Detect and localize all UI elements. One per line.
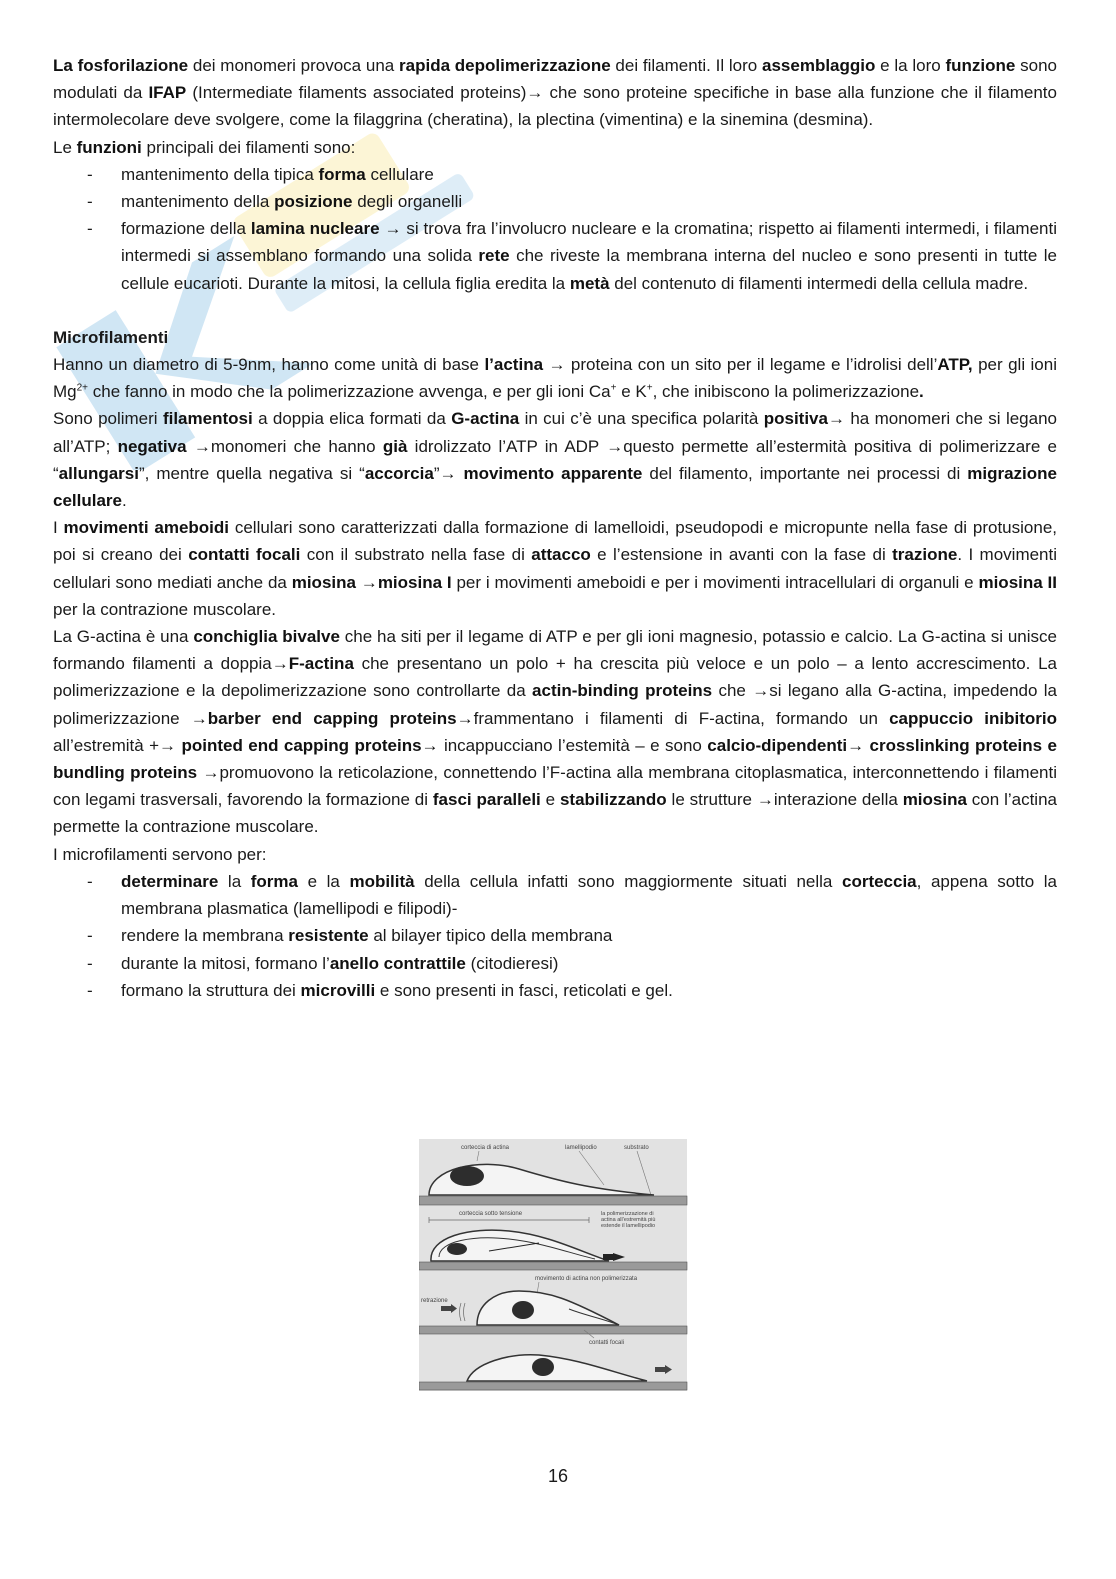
paragraph-fosforilazione: La fosforilazione dei monomeri provoca una rapida depolimerizzazione dei filamenti. Il loro assemblaggio e la loro funzione sono modulati da IFAP (Intermediate filaments associated proteins)→ che sono proteine specifiche in base alla funzione che il filamento intermolecolare deve svolgere, come la filaggrina (cheratina), la plectina (vimentina) e la sinemina (desmina). <box>53 56 1057 130</box>
spacer <box>53 297 1057 324</box>
list-item: - mantenimento della posizione degli organelli <box>53 188 1057 215</box>
page-number: 16 <box>547 1466 569 1486</box>
label-substrato: substrato <box>624 1145 649 1151</box>
paragraph-polimeri: Sono polimeri filamentosi a doppia elica formati da G-actina in cui c’è una specifica polarità positiva→ ha monomeri che si legano all’ATP; negativa →monomeri che hanno già idrolizzato l’ATP in ADP →questo permette all’estermità positiva di polimerizzare e “allungarsi”, mentre quella negativa si “accorcia”→ movimento apparente del filamento, importante nei processi di migrazione cellulare. <box>53 409 1057 511</box>
cell-migration-figure <box>419 1139 689 1393</box>
paragraph-actina: Hanno un diametro di 5-9nm, hanno come unità di base l’actina → proteina con un sito per il legame e l’idrolisi dell’ATP, per gli ioni $Mg^{2+}$ che fanno in modo che la polimerizzazione avvenga, e per gli ioni Ca+ e K+, che inibiscono la polimerizzazione. <box>53 355 1057 402</box>
paragraph-microfilamenti-servono: I microfilamenti servono per: <box>53 844 267 864</box>
list-item: - durante la mitosi, formano l’anello contrattile (citodieresi) <box>53 950 1057 977</box>
list-item: - formano la struttura dei microvilli e sono presenti in fasci, reticolati e gel. <box>53 977 1057 1004</box>
label-movimento-actina: movimento di actina non polimerizzata <box>535 1276 638 1282</box>
paragraph-movimenti-ameboidi: I movimenti ameboidi cellulari sono caratterizzati dalla formazione di lamelloidi, pseudopodi e micropunte nella fase di protusione, poi si creano dei contatti focali con il substrato nella fase di attacco e l’estensione in avanti con la fase di trazione. I movimenti cellulari sono mediati anche da miosina →miosina I per i movimenti ameboidi e per i movimenti intracellulari di organuli e miosina II per la contrazione muscolare. <box>53 518 1058 619</box>
list-item: - mantenimento della tipica forma cellulare <box>53 161 1057 188</box>
paragraph-g-actina: La G-actina è una conchiglia bivalve che ha siti per il legame di ATP e per gli ioni magnesio, potassio e calcio. La G-actina si unisce formando filamenti a doppia→F-actina che presentano un polo + ha crescita più veloce e un polo – a lento accrescimento. La polimerizzazione e la depolimerizzazione sono controllarte da actin-binding proteins che →si legano alla G-actina, impedendo la polimerizzazione →barber end capping proteins→frammentano i filamenti di F-actina, formando un cappuccio inibitorio all’estremità +→ pointed end capping proteins→ incappucciano l’estemità – e sono calcio-dipendenti→ crosslinking proteins e bundling proteins →promuovono la reticolazione, connettendo l’F-actina alla membrana citoplasmatica, interconnettendo i filamenti con legami trasversali, favorendo la formazione di fasci paralleli e stabilizzando le strutture →interazione della miosina con l’actina permette la contrazione muscolare. <box>53 627 1058 837</box>
label-contatti-focali: contatti focali <box>589 1340 625 1346</box>
list-funzioni-filamenti <box>53 161 1057 297</box>
label-corteccia-tensione: corteccia sotto tensione <box>459 1211 523 1217</box>
list-item: - rendere la membrana resistente al bilayer tipico della membrana <box>53 922 1057 949</box>
cell-migration-illustration <box>419 1139 689 1393</box>
list-funzioni-microfilamenti <box>53 868 1057 1004</box>
cell-nucleus <box>532 1358 554 1376</box>
cell-nucleus <box>450 1166 484 1186</box>
label-polimerizzazione: la polimerizzazione di actina all’estremità più estende il lamellipodio <box>601 1211 656 1229</box>
paragraph-funzioni-intro: Le funzioni principali dei filamenti sono: <box>53 137 356 157</box>
cell-nucleus <box>512 1301 534 1319</box>
list-item: - determinare la forma e la mobilità della cellula infatti sono maggiormente situati nella corteccia, appena sotto la membrana plasmatica (lamellipodi e filipodi)- <box>53 868 1057 922</box>
cell-nucleus <box>447 1243 467 1255</box>
label-corteccia-actina: corteccia di actina <box>461 1145 510 1151</box>
label-retrazione: retrazione <box>421 1298 448 1304</box>
list-item: - formazione della lamina nucleare → si trova fra l’involucro nucleare e la cromatina; rispetto ai filamenti intermedi, i filamenti intermedi si assemblano formando una solida rete che riveste la membrana interna del nucleo e sono presenti in tutte le cellule eucarioti. Durante la mitosi, la cellula figlia eredita la metà del contenuto di filamenti intermedi della cellula madre. <box>53 215 1057 297</box>
section-heading-microfilamenti: Microfilamenti <box>53 327 169 347</box>
document-page <box>53 52 1057 1004</box>
label-lamellipodio: lamellipodio <box>565 1145 597 1151</box>
